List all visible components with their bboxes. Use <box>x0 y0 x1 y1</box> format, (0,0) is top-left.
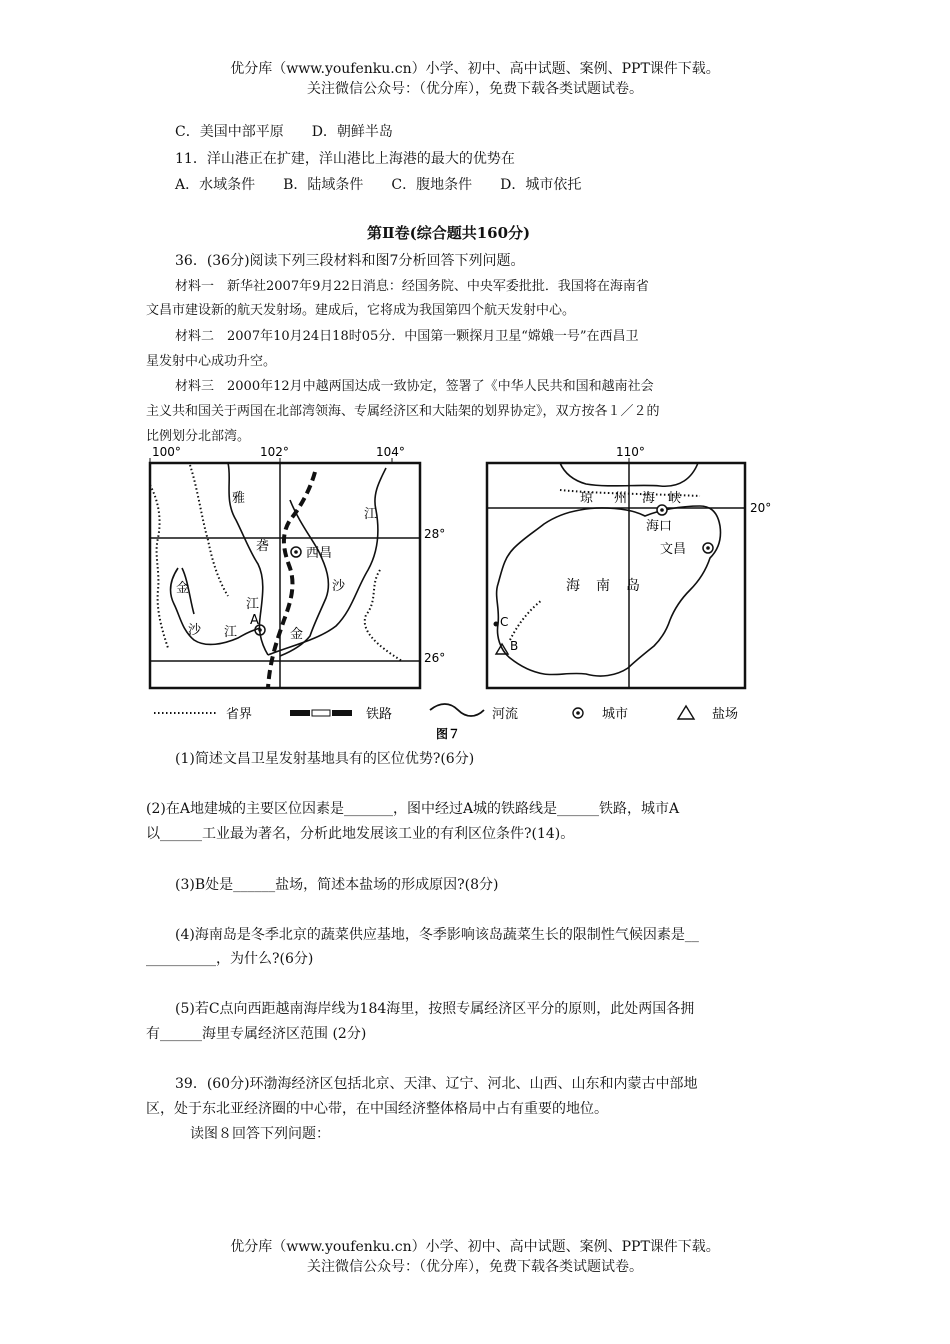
island-char-hai: 海 <box>566 578 580 594</box>
lon-label-100: 100° <box>152 445 181 459</box>
island-boundary <box>510 600 542 640</box>
label-sha-east: 沙 <box>332 579 346 594</box>
label-haikou: 海口 <box>646 519 673 534</box>
material-1-line-1: 材料一 新华社2007年9月22日消息：经国务院、中央军委批批．我国将在海南省 <box>175 279 649 294</box>
q36-sub-4-line-2: __________，为什么?(6分) <box>146 951 314 967</box>
lat-label-28: 28° <box>424 527 446 541</box>
q11-stem: 11．洋山港正在扩建，洋山港比上海港的最大的优势在 <box>175 151 515 167</box>
figure-caption: 图７ <box>436 727 461 740</box>
lat-label-26: 26° <box>424 651 446 665</box>
q36-sub-2-line-1: (2)在A地建城的主要区位因素是_______，图中经过A城的铁路线是______铁路，城市A <box>146 801 680 817</box>
island-char-dao: 岛 <box>626 578 640 594</box>
label-c: C <box>500 615 509 629</box>
map-legend <box>154 704 738 722</box>
header-line-1: 优分库（www.youfenku.cn）小学、初中、高中试题、案例、PPT课件下载。 <box>230 61 720 77</box>
q36-sub-2-line-2: 以______工业最为著名，分析此地发展该工业的有利区位条件?(14)。 <box>146 826 575 842</box>
label-wenchang: 文昌 <box>660 542 687 557</box>
label-jiang-east: 江 <box>364 507 378 522</box>
q36-sub-3: (3)B处是______盐场，简述本盐场的形成原因?(8分) <box>175 877 499 893</box>
strait-char-qiong: 琼 <box>580 491 594 506</box>
lon-label-110: 110° <box>616 445 645 459</box>
label-jiang-1: 江 <box>246 597 260 612</box>
province-boundary-north <box>190 465 228 596</box>
lon-label-102: 102° <box>260 445 289 459</box>
q10-options: C．美国中部平原 D．朝鲜半岛 <box>175 124 393 140</box>
island-char-nan: 南 <box>596 578 610 594</box>
strait-char-zhou: 州 <box>614 491 628 506</box>
material-2-line-1: 材料二 2007年10月24日18时05分．中国第一颗探月卫星“嫦娥一号”在西昌卫 <box>175 329 639 344</box>
label-jin-west: 金 <box>176 581 190 596</box>
lon-label-104: 104° <box>376 445 405 459</box>
q36-sub-4-line-1: (4)海南岛是冬季北京的蔬菜供应基地，冬季影响该岛蔬菜生长的限制性气候因素是__ <box>175 927 699 943</box>
province-boundary-east <box>365 570 402 661</box>
q36-sub-5-line-1: (5)若C点向西距越南海岸线为184海里，按照专属经济区平分的原则，此处两国各拥 <box>175 1001 695 1017</box>
q39-line-3: 读图８回答下列问题： <box>190 1126 330 1142</box>
label-jiang-2: 江 <box>224 625 238 640</box>
label-ya: 雅 <box>232 491 246 506</box>
legend-river-label: 河流 <box>492 707 519 722</box>
material-3-line-1: 材料三 2000年12月中越两国达成一致协定，签署了《中华人民共和国和越南社会 <box>175 379 654 394</box>
footer-line-1: 优分库（www.youfenku.cn）小学、初中、高中试题、案例、PPT课件下载。 <box>230 1239 720 1255</box>
lat-label-20: 20° <box>750 501 772 515</box>
city-wenchang <box>660 542 713 557</box>
city-xichang <box>291 546 332 561</box>
label-jin-east: 金 <box>290 627 304 642</box>
material-2-line-2: 星发射中心成功升空。 <box>146 354 277 369</box>
left-map <box>150 445 445 688</box>
legend-railway-label: 铁路 <box>366 707 393 722</box>
right-map <box>487 445 771 688</box>
material-3-line-2: 主义共和国关于两国在北部湾领海、专属经济区和大陆架的划界协定》，双方按各１／２的 <box>146 404 660 419</box>
q36-sub-5-line-2: 有______海里专属经济区范围 (2分) <box>146 1026 367 1042</box>
label-sha-west: 沙 <box>188 623 202 638</box>
q36-sub-1: (1)简述文昌卫星发射基地具有的区位优势?(6分) <box>175 751 475 767</box>
label-b: B <box>510 639 519 653</box>
q36-stem: 36．(36分)阅读下列三段材料和图7分析回答下列问题。 <box>175 253 525 269</box>
province-boundary-west <box>150 485 168 648</box>
label-xichang: 西昌 <box>306 546 333 561</box>
label-long: 砻 <box>256 539 270 554</box>
q39-line-2: 区，处于东北亚经济圈的中心带，在中国经济整体格局中占有重要的地位。 <box>146 1101 608 1117</box>
header-line-2: 关注微信公众号：（优分库），免费下载各类试题试卷。 <box>307 81 643 97</box>
jinsha-river-east <box>268 468 386 655</box>
q39-line-1: 39．(60分)环渤海经济区包括北京、天津、辽宁、河北、山西、山东和内蒙古中部地 <box>175 1076 698 1092</box>
legend-boundary-label: 省界 <box>226 707 253 722</box>
material-1-line-2: 文昌市建设新的航天发射场。建成后，它将成为我国第四个航天发射中心。 <box>146 303 576 318</box>
strait-char-hai: 海 <box>642 491 656 506</box>
legend-city-label: 城市 <box>602 707 629 722</box>
footer-line-2: 关注微信公众号：（优分库），免费下载各类试题试卷。 <box>307 1259 643 1275</box>
figure-7-maps <box>140 440 790 740</box>
q11-options: A．水域条件 B．陆域条件 C．腹地条件 D．城市依托 <box>175 177 582 193</box>
label-a: A <box>250 613 259 628</box>
section-2-title: 第Ⅱ卷(综合题共160分) <box>367 224 531 242</box>
strait-char-xia: 峡 <box>668 491 682 506</box>
material-3-line-3: 比例划分北部湾。 <box>146 429 251 444</box>
point-c <box>494 615 509 629</box>
legend-salt-label: 盐场 <box>712 707 739 722</box>
